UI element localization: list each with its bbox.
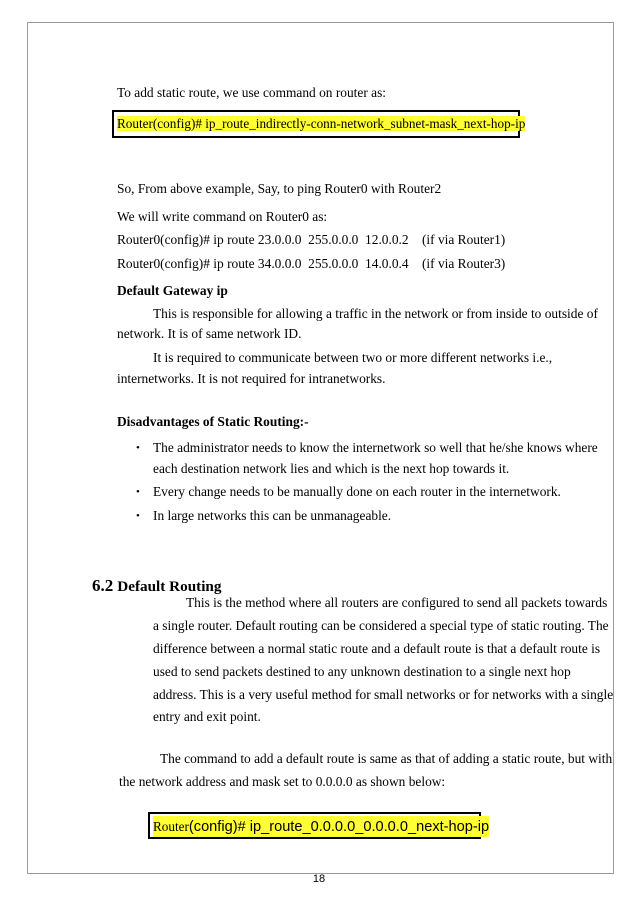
default-routing-line-5: address. This is a very useful method for small networks or for networks with a single <box>153 687 614 702</box>
gateway-paragraph-1-line-2: network. It is of same network ID. <box>117 326 302 341</box>
default-route-command-intro-line-1: The command to add a default route is same as that of adding a static route, but with <box>160 751 613 766</box>
section-title: Default Routing <box>117 578 222 595</box>
default-route-command-prefix: Router <box>153 819 189 834</box>
gateway-paragraph-2-line-1: It is required to communicate between two or more different networks i.e., <box>153 350 553 365</box>
command-via-router3: Router0(config)# ip route 34.0.0.0 255.0.0.0 14.0.0.4 (if via Router3) <box>117 256 506 271</box>
default-route-command <box>153 816 489 837</box>
disadvantages-heading: Disadvantages of Static Routing:- <box>117 414 309 429</box>
default-routing-line-3: difference between a normal static route and a default route is that a default route is <box>153 641 601 656</box>
disadvantage-1-line-1: The administrator needs to know the internetwork so well that he/she knows where <box>153 440 598 455</box>
default-routing-line-6: entry and exit point. <box>153 709 261 724</box>
static-route-command: Router(config)# ip_route_indirectly-conn-network_subnet-mask_next-hop-ip <box>117 116 526 131</box>
disadvantage-2: Every change needs to be manually done on each router in the internetwork. <box>153 484 561 499</box>
example-intro: So, From above example, Say, to ping Router0 with Router2 <box>117 181 442 196</box>
section-heading <box>92 576 221 596</box>
gateway-paragraph-2-line-2: internetworks. It is not required for intranetworks. <box>117 371 386 386</box>
default-route-command-rest: (config)# ip_route_0.0.0.0_0.0.0.0_next-hop-ip <box>188 819 490 835</box>
static-route-command-box <box>112 110 526 138</box>
write-intro: We will write command on Router0 as: <box>117 209 328 224</box>
page-number: 18 <box>312 873 326 885</box>
static-route-intro: To add static route, we use command on router as: <box>117 85 387 100</box>
gateway-paragraph-1-line-1: This is responsible for allowing a traffic in the network or from inside to outside of <box>153 306 598 321</box>
default-route-command-box <box>148 812 490 839</box>
bullet-3-marker: • <box>136 510 140 522</box>
bullet-1-marker: • <box>136 442 140 454</box>
default-gateway-heading: Default Gateway ip <box>117 283 228 298</box>
section-number: 6.2 <box>92 576 114 595</box>
disadvantage-3: In large networks this can be unmanageable. <box>153 508 392 523</box>
default-routing-line-2: a single router. Default routing can be considered a special type of static routing. The <box>153 618 609 633</box>
default-routing-line-1: This is the method where all routers are configured to send all packets towards <box>186 595 608 610</box>
default-routing-line-4: used to send packets destined to any unknown destination to a single next hop <box>153 664 571 679</box>
command-via-router1: Router0(config)# ip route 23.0.0.0 255.0.0.0 12.0.0.2 (if via Router1) <box>117 232 506 247</box>
bullet-2-marker: • <box>136 486 140 498</box>
default-route-command-intro-line-2: the network address and mask set to 0.0.0.0 as shown below: <box>119 774 446 789</box>
disadvantage-1-line-2: each destination network lies and which is the next hop towards it. <box>153 461 510 476</box>
